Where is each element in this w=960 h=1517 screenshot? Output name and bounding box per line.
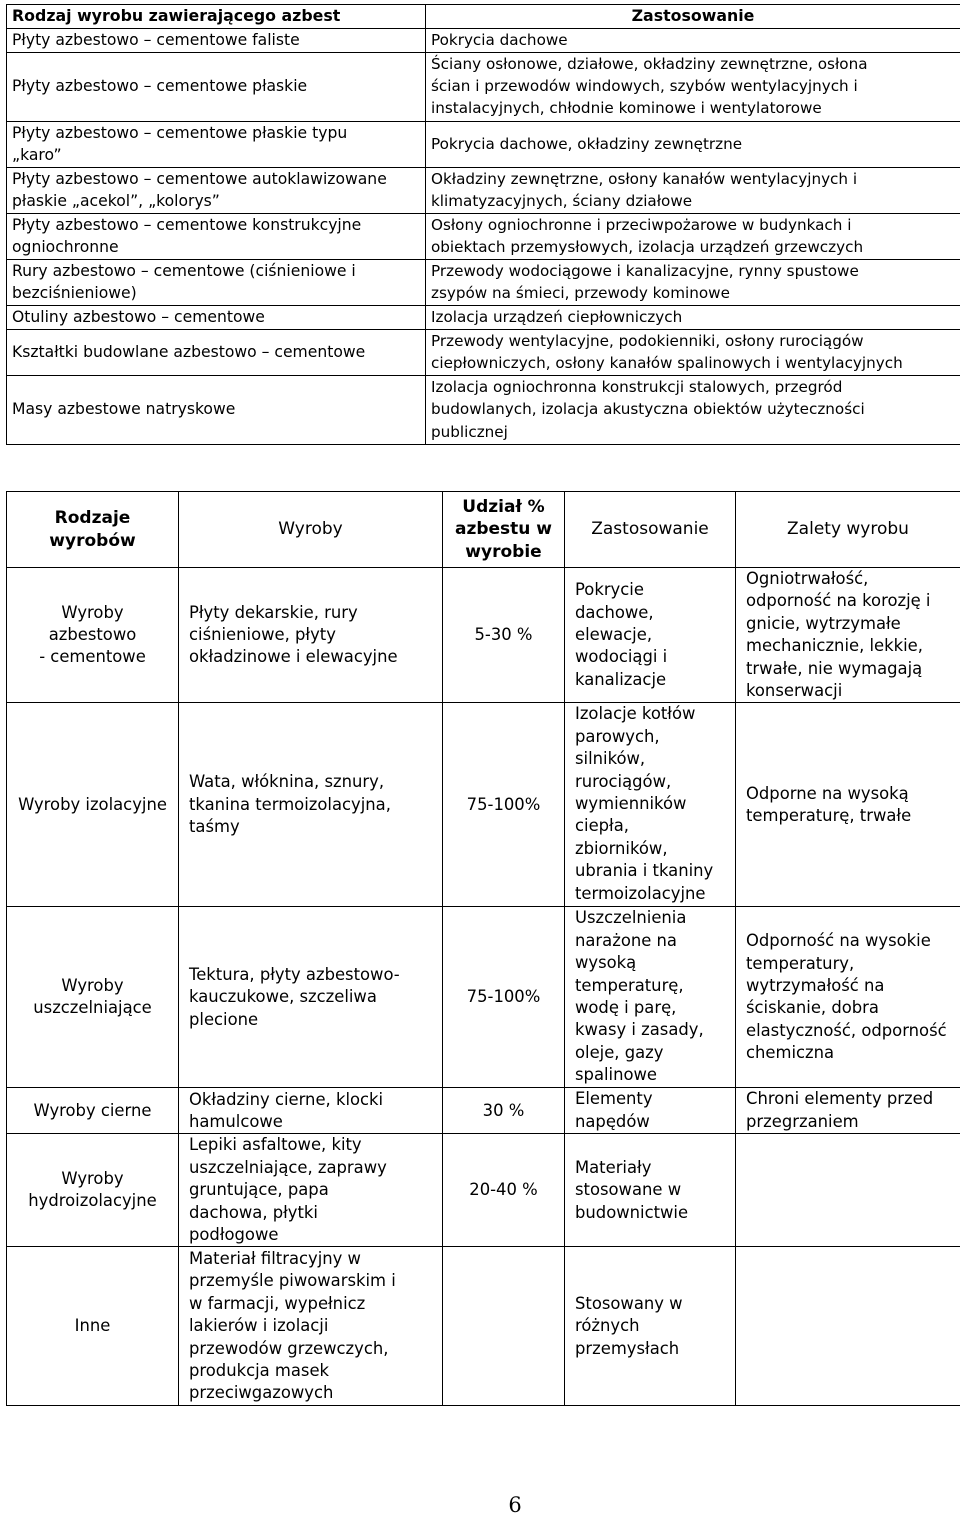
table-row — [7, 703, 960, 907]
product-cell: Płyty azbestowo – cementowe płaskie — [7, 52, 426, 121]
asbestos-products-table — [6, 4, 960, 445]
application-cell: Izolacja urządzeń ciepłowniczych — [426, 305, 960, 329]
products-cell: Okładziny cierne, klocki hamulcowe — [179, 1088, 443, 1134]
category-cell: Wyroby cierne — [7, 1088, 179, 1134]
header-product-type: Rodzaj wyrobu zawierającego azbest — [7, 5, 426, 29]
table-row — [7, 568, 960, 703]
product-cell: Płyty azbestowo – cementowe konstrukcyjne ogniochronne — [7, 213, 426, 259]
asbestos-share-cell: 5-30 % — [443, 568, 565, 703]
table-row — [7, 375, 960, 444]
table-row — [7, 1247, 960, 1406]
category-cell: Wyroby hydroizolacyjne — [7, 1134, 179, 1247]
product-cell: Płyty azbestowo – cementowe faliste — [7, 29, 426, 53]
products-cell: Lepiki asfaltowe, kity uszczelniające, zaprawy gruntujące, papa dachowa, płytki podłogowe — [179, 1134, 443, 1247]
application-cell: Elementy napędów — [565, 1088, 736, 1134]
application-cell: Przewody wodociągowe i kanalizacyjne, rynny spustowe zsypów na śmieci, przewody kominowe — [426, 259, 960, 305]
table-row — [7, 1134, 960, 1247]
table-row — [7, 29, 960, 53]
table-row — [7, 121, 960, 167]
application-cell: Stosowany w różnych przemysłach — [565, 1247, 736, 1406]
product-cell: Otuliny azbestowo – cementowe — [7, 305, 426, 329]
table-row — [7, 213, 960, 259]
category-cell: Inne — [7, 1247, 179, 1406]
header-application: Zastosowanie — [565, 492, 736, 568]
table-row — [7, 167, 960, 213]
header-asbestos-share: Udział % azbestu w wyrobie — [443, 492, 565, 568]
product-cell: Rury azbestowo – cementowe (ciśnieniowe i bezciśnieniowe) — [7, 259, 426, 305]
header-advantages: Zalety wyrobu — [736, 492, 960, 568]
application-cell: Izolacja ogniochronna konstrukcji stalowych, przegród budowlanych, izolacja akustyczna obiektów użyteczności publicznej — [426, 375, 960, 444]
category-cell: Wyroby izolacyjne — [7, 703, 179, 907]
products-cell: Płyty dekarskie, rury ciśnieniowe, płyty okładzinowe i elewacyjne — [179, 568, 443, 703]
application-cell: Izolacje kotłów parowych, silników, rurociągów, wymienników ciepła, zbiorników, ubrania i tkaniny termoizolacyjne — [565, 703, 736, 907]
header-products: Wyroby — [179, 492, 443, 568]
table-row — [7, 259, 960, 305]
product-cell: Kształtki budowlane azbestowo – cementowe — [7, 329, 426, 375]
asbestos-share-cell: 30 % — [443, 1088, 565, 1134]
advantages-cell — [736, 1247, 960, 1406]
asbestos-product-groups-table — [6, 491, 960, 1406]
table-row — [7, 52, 960, 121]
application-cell: Materiały stosowane w budownictwie — [565, 1134, 736, 1247]
application-cell: Przewody wentylacyjne, podokienniki, osłony rurociągów ciepłowniczych, osłony kanałów spalinowych i wentylacyjnych — [426, 329, 960, 375]
products-cell: Wata, włóknina, sznury, tkanina termoizolacyjna, taśmy — [179, 703, 443, 907]
advantages-cell — [736, 1134, 960, 1247]
asbestos-share-cell: 20-40 % — [443, 1134, 565, 1247]
asbestos-share-cell: 75-100% — [443, 907, 565, 1088]
page-number: 6 — [0, 1493, 960, 1517]
product-cell: Płyty azbestowo – cementowe autoklawizowane płaskie „acekol”, „kolorys” — [7, 167, 426, 213]
product-cell: Płyty azbestowo – cementowe płaskie typu „karo” — [7, 121, 426, 167]
table-row — [7, 329, 960, 375]
category-cell: Wyroby azbestowo - cementowe — [7, 568, 179, 703]
application-cell: Uszczelnienia narażone na wysoką temperaturę, wodę i parę, kwasy i zasady, oleje, gazy spalinowe — [565, 907, 736, 1088]
header-product-groups: Rodzaje wyrobów — [7, 492, 179, 568]
application-cell: Ściany osłonowe, działowe, okładziny zewnętrzne, osłona ścian i przewodów windowych, szybów wentylacyjnych i instalacyjnych, chłodnie kominowe i wentylatorowe — [426, 52, 960, 121]
table-row — [7, 907, 960, 1088]
products-cell: Tektura, płyty azbestowo- kauczukowe, szczeliwa plecione — [179, 907, 443, 1088]
product-cell: Masy azbestowe natryskowe — [7, 375, 426, 444]
advantages-cell: Ogniotrwałość, odporność na korozję i gnicie, wytrzymałe mechanicznie, lekkie, trwałe, nie wymagają konserwacji — [736, 568, 960, 703]
category-cell: Wyroby uszczelniające — [7, 907, 179, 1088]
advantages-cell: Chroni elementy przed przegrzaniem — [736, 1088, 960, 1134]
header-application: Zastosowanie — [426, 5, 960, 29]
asbestos-share-cell — [443, 1247, 565, 1406]
application-cell: Osłony ogniochronne i przeciwpożarowe w budynkach i obiektach przemysłowych, izolacja urządzeń grzewczych — [426, 213, 960, 259]
advantages-cell: Odporność na wysokie temperatury, wytrzymałość na ściskanie, dobra elastyczność, odporność chemiczna — [736, 907, 960, 1088]
application-cell: Pokrycia dachowe — [426, 29, 960, 53]
asbestos-share-cell: 75-100% — [443, 703, 565, 907]
table-row — [7, 1088, 960, 1134]
application-cell: Pokrycie dachowe, elewacje, wodociągi i kanalizacje — [565, 568, 736, 703]
table-row — [7, 305, 960, 329]
advantages-cell: Odporne na wysoką temperaturę, trwałe — [736, 703, 960, 907]
application-cell: Okładziny zewnętrzne, osłony kanałów wentylacyjnych i klimatyzacyjnych, ściany działowe — [426, 167, 960, 213]
products-cell: Materiał filtracyjny w przemyśle piwowarskim i w farmacji, wypełnicz lakierów i izolacji przewodów grzewczych, produkcja masek przeciwgazowych — [179, 1247, 443, 1406]
application-cell: Pokrycia dachowe, okładziny zewnętrzne — [426, 121, 960, 167]
